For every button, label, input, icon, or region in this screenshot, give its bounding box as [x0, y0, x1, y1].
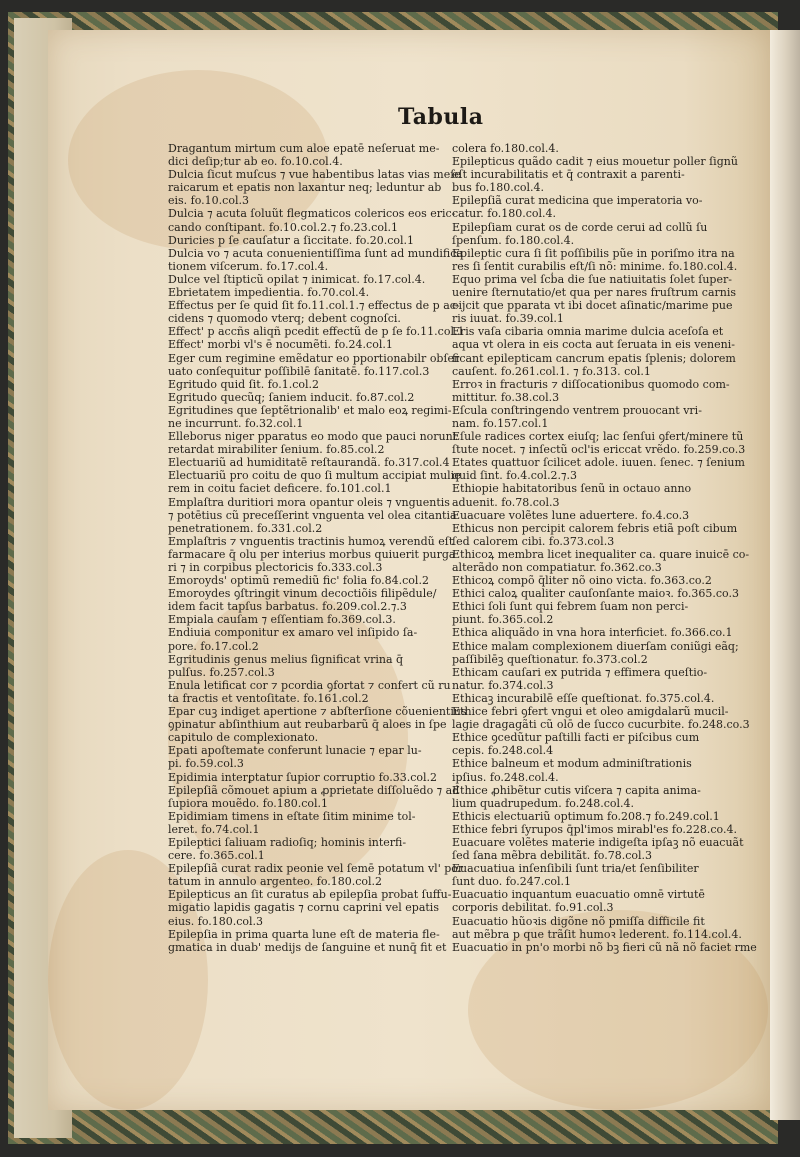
index-entry-line: Ethicoꝝ compõ q̄liter nõ oino victa. fo.363.co.2 [452, 574, 712, 588]
index-entry-line: Eger cum regimine emẽdatur eo pportionabilr obſer [168, 351, 460, 365]
index-entry-line: ficant epilepticam cancrum epatis ſplenis; dolorem [452, 351, 736, 365]
index-entry-line: eſt incurabilitatis et q̄ contraxit a parenti- [452, 168, 685, 182]
index-entry-line: colera fo.180.col.4. [452, 142, 559, 155]
index-entry-line: corporis debilitat. fo.91.col.3 [452, 901, 614, 915]
index-entry-line: ipſius. fo.248.col.4. [452, 770, 559, 784]
index-entry-line: ne incurrunt. fo.32.col.1 [168, 416, 304, 430]
index-entry-line: Euacuare volẽtes materie indigeſta ipſaꝫ nõ euacuãt [452, 835, 744, 849]
index-entry-line: piunt. fo.365.col.2 [452, 613, 554, 627]
index-entry-line: ꝯpinatur abſinthium aut reubarbarũ q̄ aloes in ſpe [168, 718, 447, 732]
index-entry-line: farmacare q̄ olu per interius morbus quiuerit purga [168, 547, 456, 561]
index-entry-line: Epidimia interꝑtatur ſupior corruptio fo.33.col.2 [168, 770, 438, 784]
index-entry-line: bus fo.180.col.4. [452, 181, 545, 195]
index-entry-line: Ethicam cauſari ex putrida ⁊ effimera queſtio- [452, 665, 708, 679]
index-entry-line: Electuariũ ad humiditatē reſtaurandã. fo.317.col.4 [168, 456, 450, 470]
index-entry-line: ri ⁊ in corpibus plectoricis fo.333.col.3 [168, 561, 383, 574]
index-entry-line: alterãdo non compatiatur. fo.362.co.3 [452, 561, 662, 574]
index-entry-line: aduenit. fo.78.col.3 [452, 495, 560, 509]
index-entry-line: ſpenſum. fo.180.col.4. [452, 233, 575, 247]
index-entry-line: Dulcia ⁊ acuta ſoluũt flegmaticos colericos eos eric- [168, 207, 456, 221]
index-entry-line: lagie dragagãti cũ olō de ſucco cucurbite. fo.248.co.3 [452, 718, 750, 732]
index-entry-line: idem facit tapſus barbatus. fo.209.col.2.⁊.3 [168, 600, 407, 614]
index-entry-line: Egritudo quecũq; ſaniem inducit. fo.87.col.2 [168, 390, 415, 404]
index-entry-line: Enula letificat cor ⁊ pcordia ꝯfortat ⁊ confert cũ ru [168, 678, 451, 692]
index-entry-line: ſtute nocet. ⁊ inſectũ ocl'is ericcat vrẽdo. fo.259.co.3 [452, 443, 746, 457]
index-entry-line: eijcit que pparata vt ibi docet aſinatic/marime pue [452, 299, 733, 313]
index-entry-line: ſed ſana mẽbra debilitãt. fo.78.col.3 [452, 849, 653, 863]
index-entry-line: Ethice balneum et modum adminiſtrationis [452, 757, 692, 771]
index-entry-line: Electuariũ pro coitu de quo ſi multum accipiat mulie [168, 469, 461, 483]
index-entry-line: Dulcia ſicut muſcus ⁊ vue habentibus latas vias meſe [168, 168, 461, 182]
index-entry-line: uenire ſternutatio/et qua per nares fruſtrum carnis [452, 286, 737, 300]
index-entry-line: Epilepticus quãdo cadit ⁊ eius mouetur poller ſignũ [452, 155, 738, 169]
index-entry-line: Ebrietatem impedientia. fo.70.col.4. [168, 286, 370, 300]
index-entry-line: Ethici ſoli ſunt qui febrem ſuam non perci- [452, 600, 689, 614]
index-entry-line: Equo prima vel ſcḃa die ſue natiuitatis ſolet ſuper- [452, 272, 732, 286]
index-entry-line: Ethicis electuariũ optimum fo.208.⁊ fo.249.col.1 [452, 809, 720, 823]
index-entry-line: Euacuare volẽtes lune aduertere. fo.4.co.3 [452, 508, 690, 522]
index-entry-line: Ethicoꝝ membra licet inequaliter ca. quare inuicē co- [452, 547, 750, 561]
index-entry-line: dici deſip;tur ab eo. fo.10.col.4. [168, 155, 343, 169]
index-entry-line: natur. fo.374.col.3 [452, 678, 554, 692]
index-entry-line: nam. fo.157.col.1 [452, 416, 549, 430]
index-entry-line: pulſus. fo.257.col.3 [168, 665, 275, 679]
index-entry-line: Euacuatio inquantum euacuatio omnē virtutē [452, 888, 705, 902]
index-entry-line: ſunt duo. fo.247.col.1 [452, 875, 571, 889]
index-entry-line: Epilepſiã curat medicina que imperatoria vo- [452, 194, 703, 208]
index-entry-line: Egritudinis genus melius ſignificat vrina q̄ [168, 652, 404, 666]
index-column-right [452, 142, 757, 954]
index-entry-line: Dulce vel ſtipticũ opilat ⁊ inimicat. fo.17.col.4. [168, 272, 426, 286]
index-entry-line: Ethice febri ſyrupos q̄pl'imos mirabl'es fo.228.co.4. [452, 822, 737, 836]
index-entry-line: res ſi ſentit curabilis eſt/ſi nõ: minime. fo.180.col.4. [452, 259, 738, 273]
index-entry-line: Ethice ꝯcedũtur paſtilli facti er piſcibus cum [452, 731, 700, 745]
index-entry-line: cauſent. fo.261.col.1. ⁊ fo.313. col.1 [452, 364, 651, 378]
index-entry-line: Epilepſiam curat os de corde cerui ad collũ ſu [452, 220, 708, 234]
index-entry-line: capitulo de complexionato. [168, 731, 319, 745]
index-entry-line: penetrationem. fo.331.col.2 [168, 521, 323, 535]
index-entry-line: Emplaſtris ⁊ vnguentis tractinis humoꝝ verendũ eſt [168, 534, 454, 548]
index-entry-line: Ethice ꝓhibẽtur cutis viſcera ⁊ capita anima- [452, 783, 701, 797]
index-entry-line: ſupiora mouẽdo. fo.180.col.1 [168, 796, 329, 810]
index-entry-line: Dulcia vo ⁊ acuta conuenientiſſima ſunt ad mundifica [168, 246, 463, 260]
index-entry-line: Effectus per ſe quid ſit fo.11.col.1.⁊ effectus de p ac- [168, 299, 460, 313]
index-entry-line: aqua vt olera in eis cocta aut ſeruata in eis veneni- [452, 338, 735, 352]
index-entry-line: migatio lapidis gagatis ⁊ cornu caprini vel epatis [168, 901, 439, 915]
index-entry-line: ⁊ potētius cũ preceſſerint vnguenta vel olea citantia [168, 508, 457, 522]
index-entry-line: Etates quattuor ſcilicet adole. iuuen. ſenec. ⁊ ſenium [452, 456, 745, 470]
index-entry-line: Egritudo quid ſit. fo.1.col.2 [168, 377, 319, 391]
index-entry-line: Epilepſiã curat radix peonie vel ſemē potatum vl' por [168, 862, 464, 876]
index-entry-line: Effect' p accñs aliqñ pcedit effectũ de p ſe fo.11.col.1 [168, 325, 465, 339]
index-entry-line: tionem viſcerum. fo.17.col.4. [168, 259, 329, 273]
index-entry-line: cidens ⁊ quomodo vterq; debent cognoſci. [168, 312, 401, 326]
index-entry-line: Emoroyds' optimũ remediũ fic' folia fo.84.col.2 [168, 574, 429, 588]
index-entry-line: mittitur. fo.38.col.3 [452, 390, 560, 404]
index-entry-line: Duricies p ſe cauſatur a ſiccitate. fo.20.col.1 [168, 233, 414, 247]
index-entry-line: Egritudines que ſeptẽtrionalib' et malo eoꝝ regimi- [168, 403, 452, 417]
index-entry-line: lium quadrupedum. fo.248.col.4. [452, 796, 634, 810]
index-entry-line: leret. fo.74.col.1 [168, 822, 260, 836]
index-entry-line: Erroꝛ in fracturis ⁊ diſſocationibus quomodo com- [452, 377, 730, 391]
index-entry-line: tatum in annulo argenteo. fo.180.col.2 [168, 875, 383, 889]
index-entry-line: quid ſint. fo.4.col.2.⁊.3 [452, 469, 578, 483]
index-entry-line: Effect' morbi vl's ē nocumẽti. fo.24.col.1 [168, 338, 393, 352]
index-entry-line: retardat mirabiliter ſenium. fo.85.col.2 [168, 443, 385, 457]
index-entry-line: Ethice malam complexionem diuerſam coniũgi eãq; [452, 639, 739, 653]
index-entry-line: cando conſtipant. fo.10.col.2.⁊ fo.23.col.1 [168, 220, 398, 234]
page-title: Tabula [398, 104, 484, 130]
index-entry-line: Eſcula conſtringendo ventrem prouocant vri- [452, 403, 702, 417]
index-entry-line: Dragantum mirtum cum aloe epatē neſeruat me- [168, 142, 440, 155]
index-entry-line: paſſibilēꝫ queſtionatur. fo.373.col.2 [452, 652, 648, 666]
index-entry-line: Epati apoſtemate conferunt lunacie ⁊ epar lu- [168, 744, 422, 758]
index-entry-line: gmatica in duab' medijs de ſanguine et nunq̄ fit et [168, 940, 447, 954]
index-entry-line: Epilepſia in prima quarta lune eſt de materia fle- [168, 927, 440, 941]
index-entry-line: Eſule radices cortex eiuſq; lac ſenſui ꝯfert/minere tũ [452, 430, 744, 444]
index-entry-line: Ethiopie habitatoribus ſenũ in octauo anno [452, 482, 692, 496]
index-entry-line: Epar cuꝫ indiget apertione ⁊ abſterſione cõuenientius [168, 705, 467, 719]
index-entry-line: Endiuia componitur ex amaro vel inſipido ſa- [168, 626, 418, 640]
index-entry-line: Epilepticus an ſit curatus ab epilepſia probat ſuffu- [168, 888, 452, 902]
index-entry-line: uato conſequitur poſſibilē ſanitatē. fo.117.col.3 [168, 364, 430, 378]
index-entry-line: Emplaſtra duritiori mora opantur oleis ⁊ vnguentis [168, 495, 450, 509]
index-entry-line: Epileptici ſaliuam radioſiq; hominis interfi- [168, 835, 407, 849]
page-block-edge [770, 30, 800, 1120]
index-entry-line: raicarum et epatis non laxantur neq; leduntur ab [168, 181, 442, 195]
index-entry-line: Ethice febri ꝯfert vngui et oleo amigdalarũ mucil- [452, 705, 729, 719]
index-entry-line: rem in coitu faciet deficere. fo.101.col.1 [168, 482, 392, 496]
index-entry-line: Epileptic cura ſi ſit poſſibilis pũe in poriſmo itra na [452, 246, 735, 260]
index-entry-line: cepis. fo.248.col.4 [452, 744, 554, 758]
index-entry-line: Elleborus niger pparatus eo modo que pauci norunt [168, 430, 458, 444]
index-entry-line: pore. fo.17.col.2 [168, 639, 259, 653]
index-entry-line: ſed calorem cibi. fo.373.col.3 [452, 534, 615, 548]
index-entry-line: ta fractis et ventoſitate. fo.161.col.2 [168, 691, 369, 705]
index-entry-line: catur. fo.180.col.4. [452, 207, 557, 221]
index-entry-line: ris iuuat. fo.39.col.1 [452, 312, 564, 326]
index-entry-line: cere. fo.365.col.1 [168, 849, 265, 863]
index-entry-line: Empiala cauſam ⁊ eſſentiam fo.369.col.3. [168, 613, 396, 627]
index-entry-line: Euacuatio in pn'o morbi nõ bꝫ fieri cũ nã nõ faciet rme [452, 940, 757, 954]
index-entry-line: pi. fo.59.col.3 [168, 757, 244, 771]
index-entry-line: Ethicus non percipit calorem febris etiã poſt cibum [452, 521, 738, 535]
index-entry-line: Ethicaꝫ incurabilē eſſe queſtionat. fo.375.col.4. [452, 691, 715, 705]
index-entry-line: Epilepſiã cõmouet apium a ꝓprietate diſſoluẽdo ⁊ ad [168, 783, 460, 797]
index-entry-line: Emoroydes ꝯſtringit vinum decoctiõis filipẽdule/ [168, 587, 437, 601]
index-entry-line: eis. fo.10.col.3 [168, 194, 249, 208]
index-entry-line: Ethici caloꝝ qualiter cauſonſante maioꝛ. fo.365.co.3 [452, 587, 739, 601]
index-column-left [168, 142, 467, 954]
index-entry-line: Ethica aliquãdo in vna hora interficiet. fo.366.co.1 [452, 626, 733, 640]
index-entry-line: Epidimiam timens in eſtate ſitim minime tol- [168, 809, 416, 823]
index-entry-line: Euacuatio hũoꝛis digõne nõ pmiſſa difficile fit [452, 914, 705, 928]
index-entry-line: Euacuatiua inſenſibili ſunt tria/et ſenſibiliter [452, 862, 699, 876]
index-entry-line: aut mẽbra p que trãſit humoꝛ lederent. fo.114.col.4. [452, 927, 742, 941]
index-entry-line: Eris vaſa cibaria omnia marime dulcia aceſoſa et [452, 325, 724, 339]
index-entry-line: eius. fo.180.col.3 [168, 914, 264, 928]
